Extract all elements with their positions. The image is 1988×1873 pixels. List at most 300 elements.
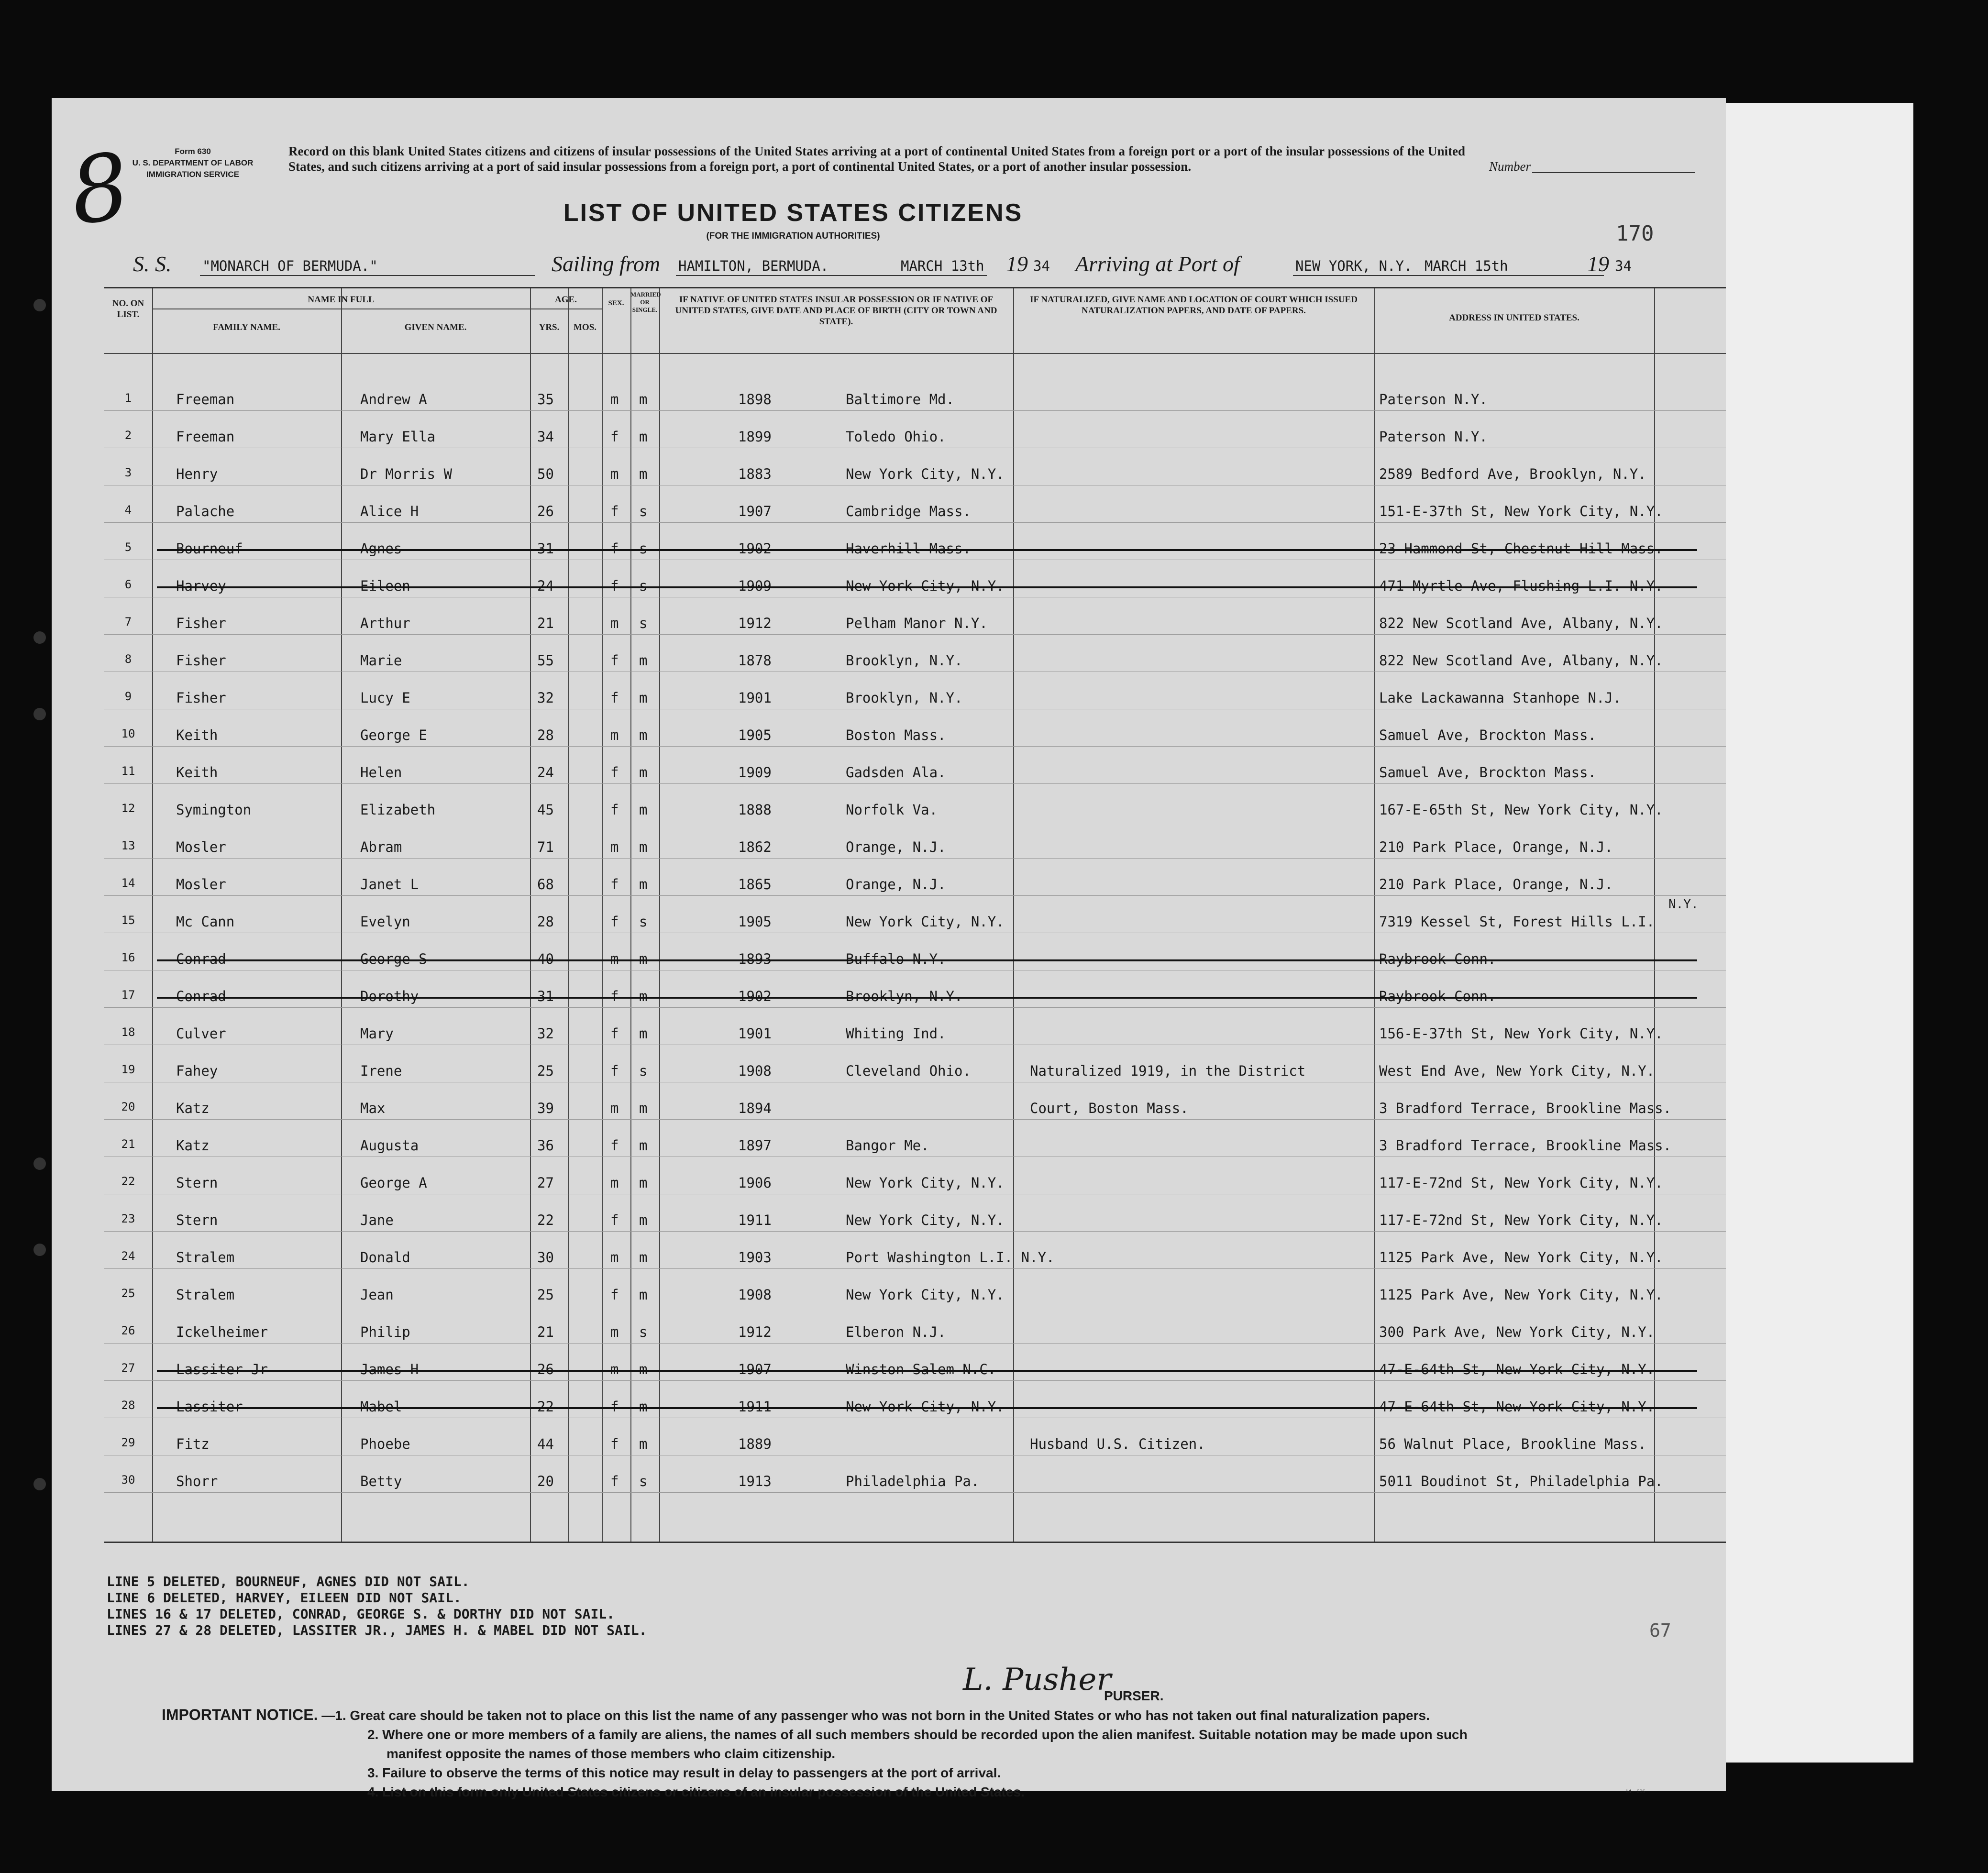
sex: m	[610, 1100, 619, 1116]
page-subtitle: (FOR THE IMMIGRATION AUTHORITIES)	[706, 231, 880, 241]
sex: m	[610, 1175, 619, 1191]
row-number: 6	[124, 578, 132, 591]
row-number: 4	[124, 503, 132, 517]
row-number: 23	[121, 1212, 135, 1225]
us-address: 300 Park Ave, New York City, N.Y.	[1379, 1324, 1655, 1340]
given-name: Janet L	[360, 876, 419, 892]
age-years: 39	[537, 1100, 554, 1116]
row-number: 20	[121, 1100, 135, 1113]
birth-year: 1898	[738, 391, 772, 408]
row-rule	[104, 1119, 1726, 1120]
sex: f	[610, 429, 619, 445]
family-name: Symington	[176, 802, 252, 818]
marital-status: m	[639, 1100, 648, 1116]
col-divider	[1013, 288, 1014, 1542]
sailing-date: MARCH 13th	[901, 258, 984, 274]
birth-place: New York City, N.Y.	[846, 914, 1005, 930]
given-name: George A	[360, 1175, 427, 1191]
binder-hole	[33, 631, 46, 644]
deletion-note: LINES 27 & 28 DELETED, LASSITER JR., JAMES H. & MABEL DID NOT SAIL.	[107, 1622, 647, 1638]
row-number: 12	[121, 802, 135, 815]
us-address: 3 Bradford Terrace, Brookline Mass.	[1379, 1100, 1672, 1116]
marital-status: m	[639, 839, 648, 855]
birth-place: Buffalo N.Y.	[846, 951, 946, 967]
us-address: 167-E-65th St, New York City, N.Y.	[1379, 802, 1663, 818]
col-divider	[602, 288, 603, 1542]
family-name: Fisher	[176, 652, 226, 669]
sex: f	[610, 876, 619, 892]
sex: f	[610, 1287, 619, 1303]
family-name: Stern	[176, 1175, 218, 1191]
birth-place: Port Washington L.I. N.Y.	[846, 1249, 1055, 1266]
service-name: IMMIGRATION SERVICE	[146, 170, 239, 179]
us-address: Paterson N.Y.	[1379, 429, 1488, 445]
marital-status: m	[639, 1025, 648, 1042]
sex: m	[610, 839, 619, 855]
us-address: 47-E-64th St, New York City, N.Y.	[1379, 1361, 1655, 1377]
deletion-strikethrough	[157, 586, 1697, 588]
us-address: 1125 Park Ave, New York City, N.Y.	[1379, 1287, 1663, 1303]
us-address: 3 Bradford Terrace, Brookline Mass.	[1379, 1137, 1672, 1154]
sailing-year: 34	[1033, 258, 1050, 274]
age-years: 31	[537, 540, 554, 557]
us-address: 2589 Bedford Ave, Brooklyn, N.Y.	[1379, 466, 1646, 482]
row-number: 30	[121, 1473, 135, 1487]
col-divider	[1374, 288, 1375, 1542]
given-name: Dr Morris W	[360, 466, 453, 482]
marital-status: m	[639, 391, 648, 408]
birth-year: 1889	[738, 1436, 772, 1452]
age-years: 45	[537, 802, 554, 818]
binder-hole	[33, 1478, 46, 1490]
row-rule	[104, 634, 1726, 635]
birth-year: 1888	[738, 802, 772, 818]
binder-hole	[33, 1157, 46, 1170]
age-years: 32	[537, 690, 554, 706]
header-sex: SEX.	[608, 299, 624, 307]
birth-place: Boston Mass.	[846, 727, 946, 743]
us-address: 47-E-64th St, New York City, N.Y.	[1379, 1399, 1655, 1415]
row-number: 27	[121, 1361, 135, 1375]
family-name: Fisher	[176, 615, 226, 631]
given-name: Jane	[360, 1212, 394, 1228]
header-months: MOS.	[573, 322, 597, 332]
sex: f	[610, 1436, 619, 1452]
purser-signature: L. Pusher	[963, 1662, 1111, 1697]
voyage-line	[133, 251, 1664, 285]
marital-status: m	[639, 1137, 648, 1154]
birth-year: 1908	[738, 1063, 772, 1079]
family-name: Lassiter Jr	[176, 1361, 268, 1377]
family-name: Shorr	[176, 1473, 218, 1489]
ship-name: "MONARCH OF BERMUDA."	[202, 258, 378, 274]
row-number: 13	[121, 839, 135, 852]
birth-year: 1883	[738, 466, 772, 482]
family-name: Culver	[176, 1025, 226, 1042]
marital-status: s	[639, 1473, 648, 1489]
birth-place: Cambridge Mass.	[846, 503, 971, 519]
notice-item: 2. Where one or more members of a family are aliens, the names of all such members should be recorded upon the alien manifest. Suitable notation may be made upon such	[367, 1727, 1468, 1742]
notice-item: manifest opposite the names of those members who claim citizenship.	[387, 1746, 836, 1761]
header-bottom-rule	[104, 353, 1726, 354]
family-name: Mosler	[176, 876, 226, 892]
given-name: Arthur	[360, 615, 410, 631]
marital-status: m	[639, 1361, 648, 1377]
row-number: 2	[124, 429, 132, 442]
us-address: Samuel Ave, Brockton Mass.	[1379, 727, 1596, 743]
age-years: 28	[537, 914, 554, 930]
row-number: 9	[124, 690, 132, 703]
us-address: Raybrook Conn.	[1379, 951, 1496, 967]
header-birth-info: IF NATIVE OF UNITED STATES INSULAR POSSESSION OR IF NATIVE OF UNITED STATES, GIVE DATE AND PLACE OF BIRTH (CITY OR TOWN AND STATE).	[675, 295, 997, 327]
birth-place: Brooklyn, N.Y.	[846, 988, 963, 1004]
family-name: Fahey	[176, 1063, 218, 1079]
arriving-date: MARCH 15th	[1425, 258, 1508, 274]
sex: m	[610, 391, 619, 408]
birth-place: New York City, N.Y.	[846, 1287, 1005, 1303]
footer-form-code: 14—606	[1625, 1789, 1646, 1795]
header-sub-separator	[530, 308, 602, 309]
us-address: 7319 Kessel St, Forest Hills L.I.	[1379, 914, 1655, 930]
family-name: Bourneuf	[176, 540, 243, 557]
us-address: 822 New Scotland Ave, Albany, N.Y.	[1379, 652, 1663, 669]
row-number: 10	[121, 727, 135, 740]
us-address: 822 New Scotland Ave, Albany, N.Y.	[1379, 615, 1663, 631]
manifest-sheet	[52, 98, 1726, 1799]
row-number: 5	[124, 540, 132, 554]
intro-instructions: Record on this blank United States citizens and citizens of insular possessions of the United States arriving at a port of continental United States from a foreign port or a port of the insular possessions of the United States, and such citizens arriving at a port of said insular possessions from a foreign port, a port of continental United States, or a port of another insular possession.	[288, 144, 1465, 174]
given-name: Phoebe	[360, 1436, 410, 1452]
sex: m	[610, 1361, 619, 1377]
us-address: 471 Myrtle Ave, Flushing L.I. N.Y.	[1379, 578, 1663, 594]
age-years: 36	[537, 1137, 554, 1154]
marital-status: s	[639, 1324, 648, 1340]
deletion-strikethrough	[157, 959, 1697, 961]
marital-status: m	[639, 429, 648, 445]
age-years: 20	[537, 1473, 554, 1489]
given-name: George E	[360, 727, 427, 743]
marital-status: m	[639, 727, 648, 743]
sex: f	[610, 503, 619, 519]
family-name: Freeman	[176, 429, 235, 445]
age-years: 26	[537, 1361, 554, 1377]
naturalization-info: Husband U.S. Citizen.	[1030, 1436, 1205, 1452]
row-number: 25	[121, 1287, 135, 1300]
birth-year: 1899	[738, 429, 772, 445]
marital-status: m	[639, 1212, 648, 1228]
birth-year: 1912	[738, 615, 772, 631]
age-years: 22	[537, 1212, 554, 1228]
us-address: 5011 Boudinot St, Philadelphia Pa.	[1379, 1473, 1663, 1489]
birth-year: 1912	[738, 1324, 772, 1340]
handwritten-mark: 8	[64, 132, 136, 246]
birth-place: New York City, N.Y.	[846, 578, 1005, 594]
age-years: 44	[537, 1436, 554, 1452]
deletion-strikethrough	[157, 1407, 1697, 1409]
sailing-from-label: Sailing from	[552, 252, 661, 276]
age-years: 24	[537, 578, 554, 594]
row-number: 22	[121, 1175, 135, 1188]
marital-status: s	[639, 1063, 648, 1079]
birth-year: 1894	[738, 1100, 772, 1116]
sex: f	[610, 764, 619, 781]
family-name: Harvey	[176, 578, 226, 594]
age-years: 30	[537, 1249, 554, 1266]
sex: f	[610, 988, 619, 1004]
birth-year: 1906	[738, 1175, 772, 1191]
us-address: 23 Hammond St, Chestnut Hill Mass.	[1379, 540, 1663, 557]
row-rule	[104, 895, 1726, 896]
given-name: Betty	[360, 1473, 402, 1489]
header-naturalization: IF NATURALIZED, GIVE NAME AND LOCATION OF COURT WHICH ISSUED NATURALIZATION PAPERS, AND DATE OF PAPERS.	[1030, 295, 1358, 316]
marital-status: m	[639, 1287, 648, 1303]
row-number: 29	[121, 1436, 135, 1449]
age-years: 34	[537, 429, 554, 445]
birth-place: Whiting Ind.	[846, 1025, 946, 1042]
us-address: Samuel Ave, Brockton Mass.	[1379, 764, 1596, 781]
family-name: Mosler	[176, 839, 226, 855]
sex: f	[610, 1399, 619, 1415]
birth-place: Elberon N.J.	[846, 1324, 946, 1340]
given-name: Max	[360, 1100, 386, 1116]
arriving-underline	[1293, 275, 1604, 276]
marital-status: m	[639, 951, 648, 967]
col-divider	[152, 288, 153, 1542]
given-name: Andrew A	[360, 391, 427, 408]
row-number: 28	[121, 1399, 135, 1412]
sex: f	[610, 1212, 619, 1228]
birth-place: Bangor Me.	[846, 1137, 929, 1154]
family-name: Conrad	[176, 951, 226, 967]
given-name: Jean	[360, 1287, 394, 1303]
birth-place: Baltimore Md.	[846, 391, 954, 408]
sex: m	[610, 1249, 619, 1266]
arriving-label: Arriving at Port of	[1075, 252, 1240, 276]
header-sub-separator	[152, 308, 530, 309]
us-address: 156-E-37th St, New York City, N.Y.	[1379, 1025, 1663, 1042]
sheet-number: 170	[1616, 221, 1654, 246]
row-number: 14	[121, 876, 135, 890]
marital-status: m	[639, 466, 648, 482]
header-address: ADDRESS IN UNITED STATES.	[1449, 313, 1579, 323]
header-family-name: FAMILY NAME.	[213, 322, 280, 332]
sex: f	[610, 1025, 619, 1042]
purser-label: PURSER.	[1104, 1688, 1164, 1703]
family-name: Palache	[176, 503, 235, 519]
birth-year: 1897	[738, 1137, 772, 1154]
birth-place: New York City, N.Y.	[846, 466, 1005, 482]
naturalization-info: Naturalized 1919, in the District	[1030, 1063, 1306, 1079]
age-years: 25	[537, 1287, 554, 1303]
given-name: Alice H	[360, 503, 419, 519]
row-rule	[104, 1343, 1726, 1344]
marital-status: m	[639, 802, 648, 818]
notice-title: IMPORTANT NOTICE.	[162, 1706, 318, 1723]
age-years: 31	[537, 988, 554, 1004]
deletion-strikethrough	[157, 549, 1697, 551]
birth-place: New York City, N.Y.	[846, 1212, 1005, 1228]
number-field-line	[1532, 172, 1695, 173]
col-divider	[341, 288, 342, 1542]
given-name: Mary	[360, 1025, 394, 1042]
form-number: Form 630	[175, 147, 211, 156]
birth-year: 1907	[738, 503, 772, 519]
birth-year: 1901	[738, 690, 772, 706]
family-name: Stralem	[176, 1287, 235, 1303]
sex: f	[610, 914, 619, 930]
sailing-from-underline	[676, 275, 987, 276]
row-number: 19	[121, 1063, 135, 1076]
family-name: Keith	[176, 727, 218, 743]
family-name: Katz	[176, 1137, 210, 1154]
row-number: 7	[124, 615, 132, 628]
age-years: 25	[537, 1063, 554, 1079]
given-name: George S	[360, 951, 427, 967]
us-address: 1125 Park Ave, New York City, N.Y.	[1379, 1249, 1663, 1266]
age-years: 27	[537, 1175, 554, 1191]
row-number: 17	[121, 988, 135, 1002]
given-name: Philip	[360, 1324, 410, 1340]
given-name: Donald	[360, 1249, 410, 1266]
naturalization-info: Court, Boston Mass.	[1030, 1100, 1189, 1116]
birth-place: Brooklyn, N.Y.	[846, 690, 963, 706]
page-title: LIST OF UNITED STATES CITIZENS	[563, 199, 1023, 227]
birth-year: 1901	[738, 1025, 772, 1042]
given-name: Agnes	[360, 540, 402, 557]
us-address: West End Ave, New York City, N.Y.	[1379, 1063, 1655, 1079]
sailing-year-prefix: 19	[1006, 252, 1028, 276]
age-years: 40	[537, 951, 554, 967]
binder-hole	[33, 708, 46, 720]
header-age: AGE.	[555, 295, 577, 305]
birth-year: 1893	[738, 951, 772, 967]
ship-prefix: S. S.	[133, 252, 172, 276]
row-rule	[104, 1268, 1726, 1269]
family-name: Katz	[176, 1100, 210, 1116]
header-given-name: GIVEN NAME.	[404, 322, 467, 332]
birth-place: Cleveland Ohio.	[846, 1063, 971, 1079]
us-address: 151-E-37th St, New York City, N.Y.	[1379, 503, 1663, 519]
us-address: 210 Park Place, Orange, N.J.	[1379, 839, 1613, 855]
row-number: 16	[121, 951, 135, 964]
marital-status: s	[639, 615, 648, 631]
family-name: Lassiter	[176, 1399, 243, 1415]
notice-item: —1. Great care should be taken not to place on this list the name of any passenger who was not born in the United States or who has not taken out final naturalization papers.	[321, 1708, 1430, 1723]
birth-place: Brooklyn, N.Y.	[846, 652, 963, 669]
marital-status: m	[639, 1399, 648, 1415]
us-address: 210 Park Place, Orange, N.J.	[1379, 876, 1613, 892]
address-note: N.Y.	[1668, 897, 1699, 912]
birth-year: 1907	[738, 1361, 772, 1377]
age-years: 26	[537, 503, 554, 519]
birth-year: 1862	[738, 839, 772, 855]
important-notice	[162, 1705, 1702, 1802]
birth-place: Philadelphia Pa.	[846, 1473, 980, 1489]
marital-status: m	[639, 988, 648, 1004]
age-years: 32	[537, 1025, 554, 1042]
family-name: Fitz	[176, 1436, 210, 1452]
row-number: 26	[121, 1324, 135, 1337]
age-years: 35	[537, 391, 554, 408]
age-years: 50	[537, 466, 554, 482]
given-name: Mary Ella	[360, 429, 436, 445]
family-name: Ickelheimer	[176, 1324, 268, 1340]
marital-status: m	[639, 764, 648, 781]
birth-place: Winston Salem N.C.	[846, 1361, 996, 1377]
sex: f	[610, 1137, 619, 1154]
birth-place: Norfolk Va.	[846, 802, 938, 818]
deletion-note: LINE 5 DELETED, BOURNEUF, AGNES DID NOT SAIL.	[107, 1574, 470, 1589]
sex: f	[610, 652, 619, 669]
birth-year: 1909	[738, 764, 772, 781]
binder-hole	[33, 1244, 46, 1256]
family-name: Keith	[176, 764, 218, 781]
notice-item: 3. Failure to observe the terms of this notice may result in delay to passengers at the port of arrival.	[367, 1765, 1001, 1780]
ship-name-underline	[200, 275, 535, 276]
given-name: Eileen	[360, 578, 410, 594]
marital-status: m	[639, 690, 648, 706]
col-divider	[530, 288, 531, 1542]
binder-hole	[33, 299, 46, 311]
row-number: 11	[121, 764, 135, 778]
header-name-in-full: NAME IN FULL	[308, 295, 375, 305]
form-identifier	[102, 146, 284, 180]
sex: f	[610, 540, 619, 557]
age-years: 28	[537, 727, 554, 743]
birth-year: 1908	[738, 1287, 772, 1303]
marital-status: s	[639, 578, 648, 594]
col-divider	[630, 288, 631, 1542]
given-name: Augusta	[360, 1137, 419, 1154]
sex: f	[610, 690, 619, 706]
col-divider	[659, 288, 660, 1542]
us-address: Lake Lackawanna Stanhope N.J.	[1379, 690, 1622, 706]
birth-year: 1911	[738, 1399, 772, 1415]
sex: f	[610, 1473, 619, 1489]
sex: m	[610, 466, 619, 482]
family-name: Freeman	[176, 391, 235, 408]
birth-year: 1865	[738, 876, 772, 892]
page-number: 67	[1649, 1620, 1671, 1641]
marital-status: m	[639, 1249, 648, 1266]
family-name: Stern	[176, 1212, 218, 1228]
given-name: Elizabeth	[360, 802, 436, 818]
marital-status: s	[639, 503, 648, 519]
back-sheet	[1717, 103, 1913, 1763]
birth-year: 1905	[738, 727, 772, 743]
marital-status: m	[639, 1436, 648, 1452]
marital-status: m	[639, 1175, 648, 1191]
row-rule	[104, 746, 1726, 747]
row-rule	[104, 1380, 1726, 1381]
age-years: 55	[537, 652, 554, 669]
family-name: Conrad	[176, 988, 226, 1004]
header-married-single: MARRIED OR SINGLE.	[630, 291, 661, 313]
age-years: 71	[537, 839, 554, 855]
sailing-from-port: HAMILTON, BERMUDA.	[678, 258, 829, 274]
header-years: YRS.	[539, 322, 560, 332]
us-address: 56 Walnut Place, Brookline Mass.	[1379, 1436, 1646, 1452]
birth-year: 1909	[738, 578, 772, 594]
marital-status: m	[639, 876, 648, 892]
age-years: 21	[537, 1324, 554, 1340]
row-rule	[104, 858, 1726, 859]
sex: m	[610, 727, 619, 743]
row-rule	[104, 1231, 1726, 1232]
birth-year: 1902	[738, 540, 772, 557]
sex: f	[610, 1063, 619, 1079]
marital-status: s	[639, 540, 648, 557]
